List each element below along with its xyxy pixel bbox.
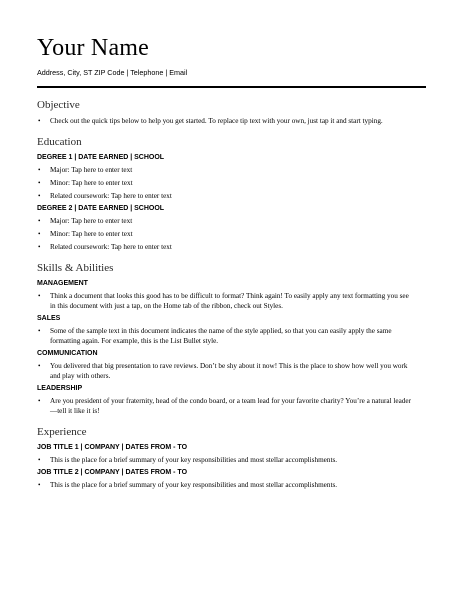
list-item-text: Major: Tap here to enter text	[50, 217, 133, 225]
list-item[interactable]	[37, 291, 414, 311]
job-list	[37, 480, 414, 490]
skill-list	[37, 361, 414, 381]
list-item-text: Minor: Tap here to enter text	[50, 230, 133, 238]
list-item[interactable]	[37, 116, 414, 126]
bullet-icon: •	[38, 230, 41, 238]
list-item[interactable]	[37, 480, 414, 490]
degree-list	[37, 216, 414, 252]
experience-title[interactable]: Experience	[37, 426, 87, 438]
skill-heading[interactable]: SALES	[37, 315, 61, 322]
list-item-text: You delivered that big presentation to rave reviews. Don’t be shy about it now! This is the place to show how well you work and play with others.	[50, 362, 408, 380]
job-heading[interactable]: JOB TITLE 2 | COMPANY | DATES FROM - TO	[37, 469, 188, 476]
bullet-icon: •	[38, 456, 41, 464]
skill-list	[37, 326, 414, 346]
experience-section	[37, 425, 414, 490]
contact-line[interactable]: Address, City, ST ZIP Code | Telephone | Email	[37, 68, 188, 77]
skill-heading[interactable]: LEADERSHIP	[37, 385, 83, 392]
list-item-text: Minor: Tap here to enter text	[50, 179, 133, 187]
list-item-text: This is the place for a brief summary of your key responsibilities and most stellar accomplishments.	[50, 481, 338, 489]
bullet-icon: •	[38, 179, 41, 187]
objective-title[interactable]: Objective	[37, 99, 80, 111]
list-item-text: Related coursework: Tap here to enter text	[50, 243, 172, 251]
bullet-icon: •	[38, 217, 41, 225]
list-item[interactable]	[37, 191, 414, 201]
list-item-text: Think a document that looks this good has to be difficult to format? Think again! To easily apply any text formatting you see in this document with just a tap, on the Home tab of the ribbon, check out Styles.	[50, 292, 409, 310]
bullet-icon: •	[38, 362, 41, 370]
bullet-icon: •	[38, 327, 41, 335]
job-list	[37, 455, 414, 465]
bullet-icon: •	[38, 481, 41, 489]
list-item-text: Are you president of your fraternity, head of the condo board, or a team lead for your favorite charity? You’re a natural leader—tell it like it is!	[50, 397, 411, 415]
education-section	[37, 135, 414, 252]
skill-list	[37, 291, 414, 311]
bullet-icon: •	[38, 292, 41, 300]
skill-list	[37, 396, 414, 416]
list-item[interactable]	[37, 361, 414, 381]
skill-heading[interactable]: COMMUNICATION	[37, 350, 98, 357]
degree-heading[interactable]: DEGREE 1 | DATE EARNED | SCHOOL	[37, 154, 165, 161]
list-item[interactable]	[37, 165, 414, 175]
list-item-text: Major: Tap here to enter text	[50, 166, 133, 174]
bullet-icon: •	[38, 192, 41, 200]
list-item[interactable]	[37, 455, 414, 465]
bullet-icon: •	[38, 243, 41, 251]
resume-name[interactable]: Your Name	[37, 35, 150, 61]
list-item-text: Related coursework: Tap here to enter text	[50, 192, 172, 200]
header-divider	[37, 86, 426, 88]
degree-heading[interactable]: DEGREE 2 | DATE EARNED | SCHOOL	[37, 205, 165, 212]
list-item[interactable]	[37, 229, 414, 239]
bullet-icon: •	[38, 397, 41, 405]
education-title[interactable]: Education	[37, 136, 82, 148]
skills-section	[37, 261, 414, 416]
list-item[interactable]	[37, 216, 414, 226]
objective-list	[37, 116, 414, 126]
list-item[interactable]	[37, 178, 414, 188]
list-item[interactable]	[37, 242, 414, 252]
list-item-text: This is the place for a brief summary of your key responsibilities and most stellar accomplishments.	[50, 456, 338, 464]
bullet-icon: •	[38, 166, 41, 174]
bullet-icon: •	[38, 117, 41, 125]
objective-section	[37, 98, 414, 126]
list-item-text: Check out the quick tips below to help you get started. To replace tip text with your own, just tap it and start typing.	[50, 117, 383, 125]
list-item[interactable]	[37, 326, 414, 346]
skill-heading[interactable]: MANAGEMENT	[37, 280, 88, 287]
job-heading[interactable]: JOB TITLE 1 | COMPANY | DATES FROM - TO	[37, 444, 188, 451]
degree-list	[37, 165, 414, 201]
skills-title[interactable]: Skills & Abilities	[37, 262, 114, 274]
list-item[interactable]	[37, 396, 414, 416]
list-item-text: Some of the sample text in this document indicates the name of the style applied, so that you can easily apply the same formatting again. For example, this is the List Bullet style.	[50, 327, 392, 345]
